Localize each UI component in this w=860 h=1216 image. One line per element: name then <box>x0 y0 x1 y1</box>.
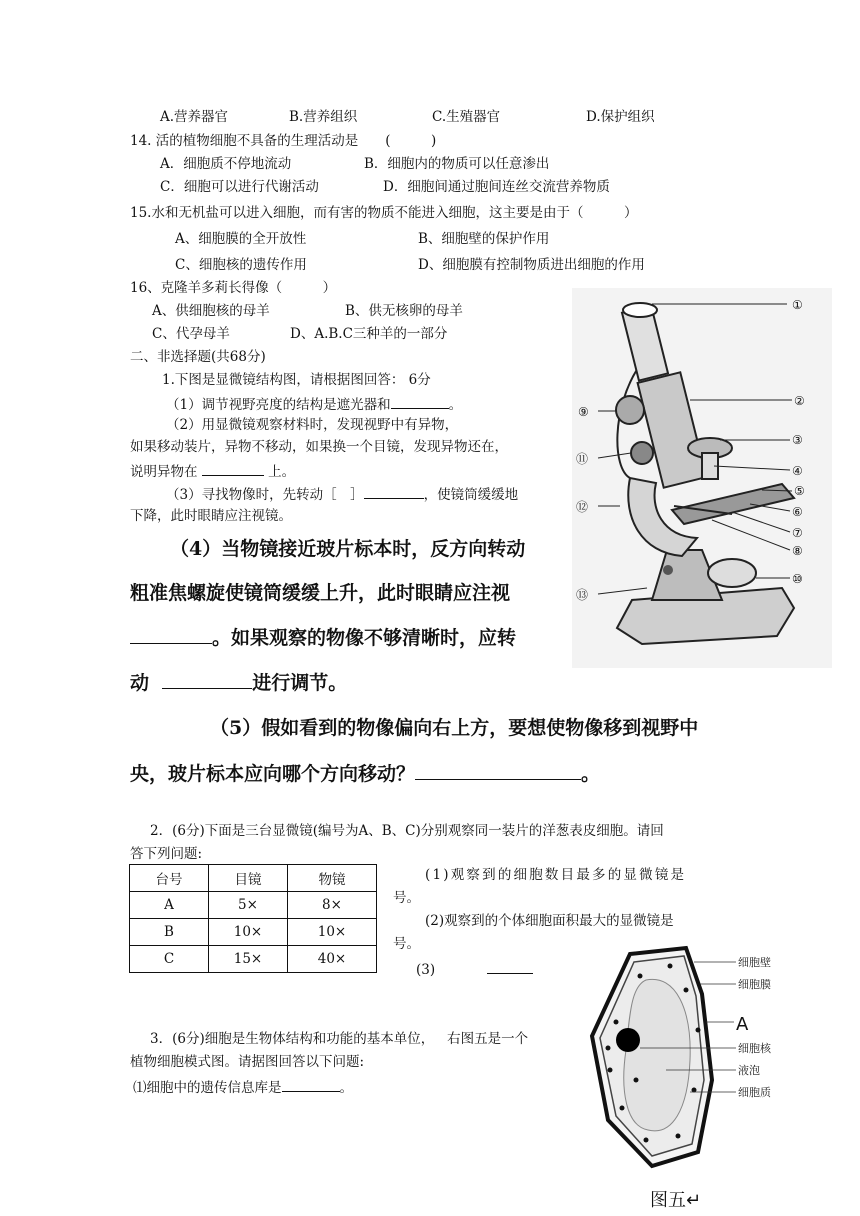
table-header: 台号 <box>130 865 209 892</box>
p1-s5b: 央，玻片标本应向哪个方向移动？ 。 <box>130 763 601 785</box>
p3-c: ⑴细胞中的遗传信息库是 。 <box>133 1077 353 1097</box>
cell-label-nucleus: 细胞核 <box>738 1042 771 1055</box>
microscope-figure <box>572 288 832 668</box>
q14-option-b: B．细胞内的物质可以任意渗出 <box>364 156 550 172</box>
table-cell: 5× <box>209 892 288 919</box>
table-cell: 10× <box>288 919 377 946</box>
p1-s5b-blank <box>415 761 581 780</box>
cell-label-cytoplasm: 细胞质 <box>738 1086 771 1099</box>
p1-s3b: 下降，此时眼睛应注视镜。 <box>130 508 292 524</box>
plant-cell-figure <box>586 940 786 1216</box>
mic-label-8: ⑧ <box>792 544 803 558</box>
p1-s4b: 粗准焦螺旋使镜筒缓缓上升，此时眼睛应注视 <box>130 582 511 604</box>
p1-s2a: （2）用显微镜观察材料时，发现视野中有异物， <box>166 417 459 433</box>
table-cell: 40× <box>288 946 377 973</box>
mic-label-12: ⑫ <box>576 500 589 514</box>
p2-q2a: (2)观察到的个体细胞面积最大的显微镜是 <box>425 913 674 929</box>
q14-option-a: A．细胞质不停地流动 <box>160 156 292 172</box>
p2-intro-a: 2．(6分)下面是三台显微镜(编号为A、B、C)分别观察同一装片的洋葱表皮细胞。请回 <box>150 823 664 839</box>
table-header: 目镜 <box>209 865 288 892</box>
mic-label-11: ⑪ <box>576 452 589 466</box>
table-row <box>130 946 377 973</box>
p2-q3-blank <box>487 959 533 974</box>
q15-option-a: A、细胞膜的全开放性 <box>175 231 307 247</box>
table-header: 物镜 <box>288 865 377 892</box>
mic-label-10: ⑩ <box>792 572 803 586</box>
cell-label-membrane: 细胞膜 <box>738 978 771 991</box>
mic-label-6: ⑥ <box>792 505 803 519</box>
p1-s4c-blank <box>130 625 212 644</box>
q15-option-d: D、细胞膜有控制物质进出细胞的作用 <box>418 257 645 273</box>
q13-option-b: B.营养组织 <box>289 109 358 125</box>
q16-stem: 16、克隆羊多莉长得像（ ） <box>130 280 337 296</box>
mic-label-5: ⑤ <box>794 484 805 498</box>
mic-label-1: ① <box>792 298 803 312</box>
p1-s4d: 动 进行调节。 <box>130 672 348 694</box>
q14-option-d: D．细胞间通过胞间连丝交流营养物质 <box>383 179 610 195</box>
table-cell: 15× <box>209 946 288 973</box>
cell-label-wall: 细胞壁 <box>738 956 771 969</box>
p3-b: 植物细胞模式图。请据图回答以下问题: <box>130 1054 365 1070</box>
p1-s4d-blank <box>162 670 252 689</box>
cell-figure-caption: 图五↵ <box>650 1190 702 1211</box>
magnification-table <box>129 864 377 973</box>
q13-option-d: D.保护组织 <box>586 109 655 125</box>
q16-option-a: A、供细胞核的母羊 <box>152 303 270 319</box>
p1-s1: （1）调节视野亮度的结构是遮光器和 。 <box>166 394 462 414</box>
q16-option-d: D、A.B.C三种羊的一部分 <box>290 326 448 342</box>
p1-s2b: 如果移动装片，异物不移动，如果换一个目镜，发现异物还在， <box>130 439 508 455</box>
q13-option-a: A.营养器官 <box>160 109 229 125</box>
p1-intro: 1.下图是显微镜结构图，请根据图回答： 6分 <box>162 372 431 388</box>
p1-s3a: （3）寻找物像时，先转动［ ］ ，使镜筒缓缓地 <box>166 484 518 504</box>
mic-label-9: ⑨ <box>578 405 589 419</box>
table-cell: B <box>130 919 209 946</box>
p3-c-blank <box>282 1077 340 1092</box>
p1-s3a-blank <box>364 484 424 499</box>
mic-label-3: ③ <box>792 433 803 447</box>
p2-q1b: 号。 <box>393 890 420 906</box>
mic-label-4: ④ <box>792 464 803 478</box>
q15-option-b: B、细胞壁的保护作用 <box>418 231 550 247</box>
p1-s2c-blank <box>202 461 264 476</box>
table-row <box>130 919 377 946</box>
table-cell: A <box>130 892 209 919</box>
mic-label-2: ② <box>794 394 805 408</box>
q14-option-c: C．细胞可以进行代谢活动 <box>160 179 319 195</box>
table-cell: 8× <box>288 892 377 919</box>
p1-s4c: 。如果观察的物像不够清晰时，应转 <box>130 625 516 650</box>
q16-option-c: C、代孕母羊 <box>152 326 230 342</box>
table-cell: C <box>130 946 209 973</box>
cell-label-a: A <box>736 1014 749 1035</box>
p2-intro-b: 答下列问题: <box>130 846 203 862</box>
mic-label-7: ⑦ <box>792 526 803 540</box>
q13-option-c: C.生殖器官 <box>432 109 501 125</box>
p1-s1-blank <box>391 394 449 409</box>
p2-q1a: (1)观察到的细胞数目最多的显微镜是 <box>425 867 687 883</box>
section-heading: 二、非选择题(共68分) <box>130 349 266 365</box>
table-cell: 10× <box>209 919 288 946</box>
table-row <box>130 892 377 919</box>
p1-s2c: 说明异物在 上。 <box>130 461 295 481</box>
p2-q2b: 号。 <box>393 936 420 952</box>
p3-a: 3．(6分)细胞是生物体结构和功能的基本单位， 右图五是一个 <box>150 1031 529 1047</box>
mic-label-13: ⑬ <box>576 588 589 602</box>
p2-q3: (3) <box>416 959 533 979</box>
cell-label-vacuole: 液泡 <box>738 1064 760 1077</box>
p1-s5a: （5）假如看到的物像偏向右上方，要想使物像移到视野中 <box>210 717 699 739</box>
q15-stem: 15.水和无机盐可以进入细胞，而有害的物质不能进入细胞，这主要是由于（ ） <box>130 205 638 221</box>
p1-s4a: （4）当物镜接近玻片标本时，反方向转动 <box>170 538 526 560</box>
q15-option-c: C、细胞核的遗传作用 <box>175 257 307 273</box>
q14-stem: 14. 活的植物细胞不具备的生理活动是 ( ) <box>130 133 437 149</box>
q16-option-b: B、供无核卵的母羊 <box>345 303 463 319</box>
table-header-row <box>130 865 377 892</box>
